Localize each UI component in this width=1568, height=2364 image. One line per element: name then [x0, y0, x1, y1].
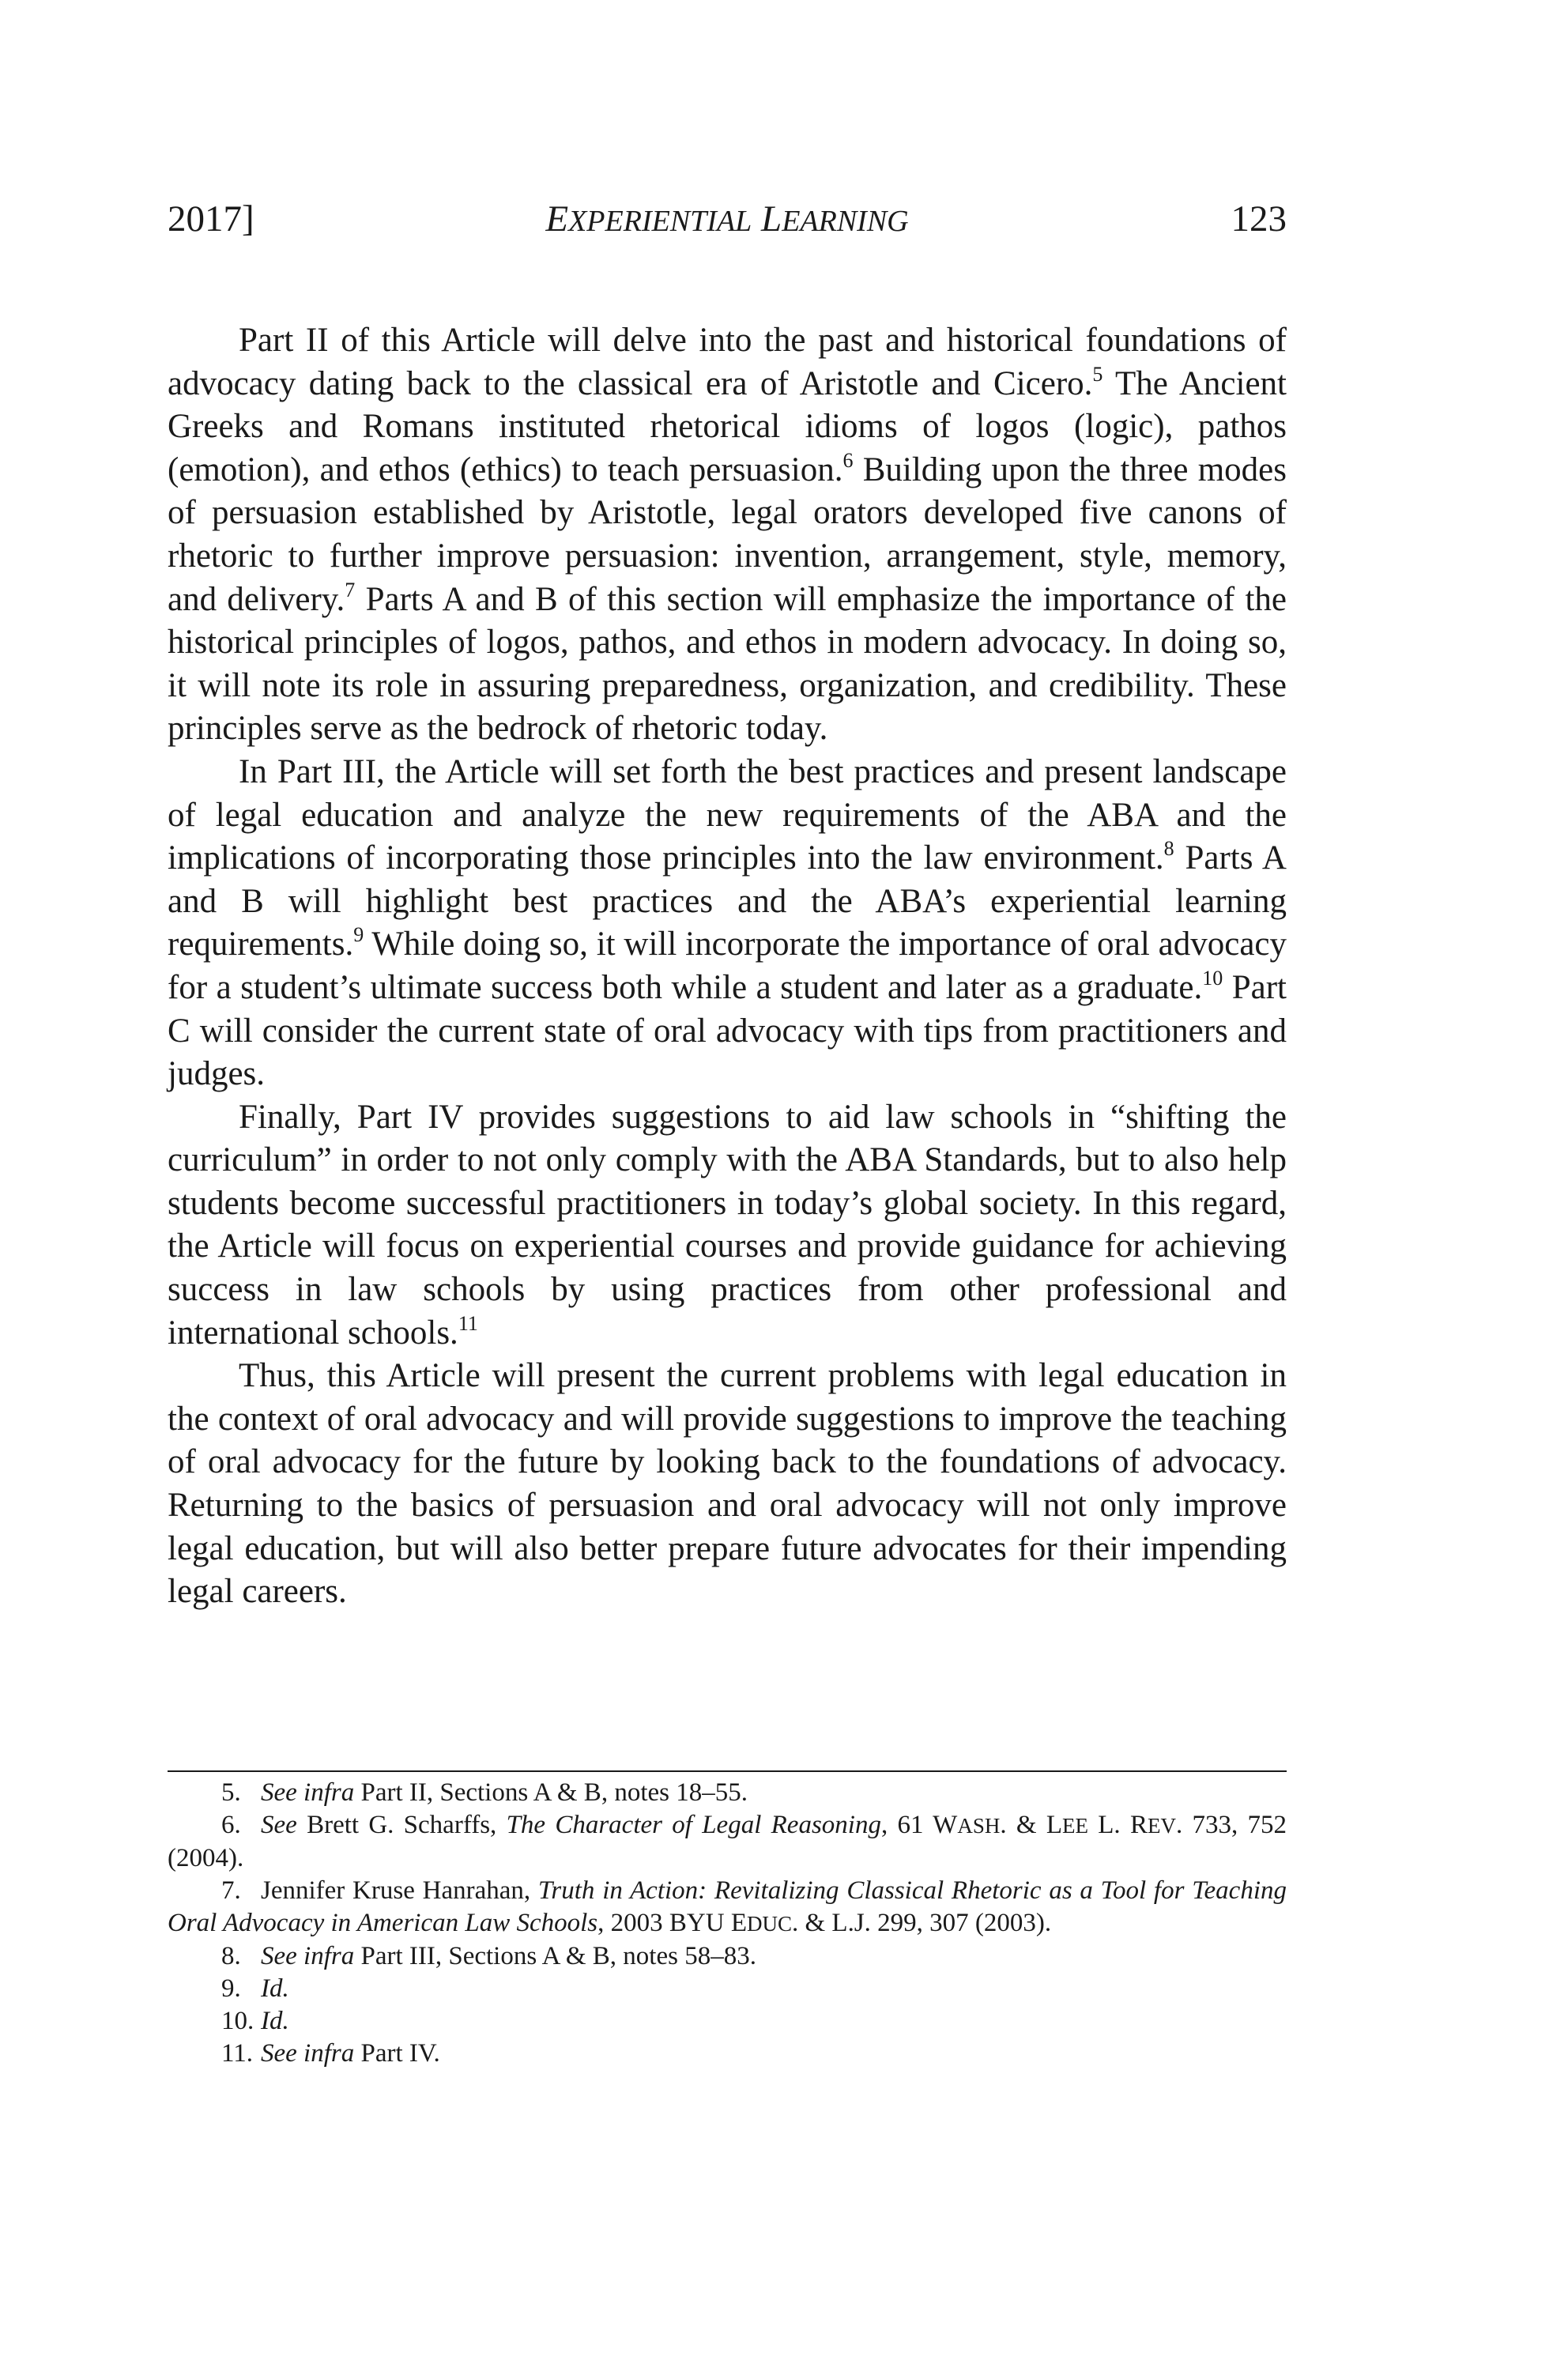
footnote-ref-6[interactable]: 6 [842, 448, 854, 472]
footnote-ref-8[interactable]: 8 [1163, 837, 1174, 861]
footnote-7: 7. Jennifer Kruse Hanrahan, Truth in Action: Revitalizing Classical Rhetoric as a Tool for Teaching Oral Advocacy in American Law Schools, 2003 BYU EDUC. & L.J. 299, 307 (2003). [168, 1876, 1287, 1937]
article-body [168, 319, 1287, 1614]
footnote-ref-7[interactable]: 7 [345, 578, 356, 601]
paragraph-part-four: Finally, Part IV provides suggestions to aid law schools in “shifting the curriculum” in order to not only comply with the ABA Standards, but to also help students become successful practitioners in today’s global society. In this regard, the Article will focus on experiential courses and provide guidance for achieving success in law schools by using practices from other professional and international schools.$^{11}$ [168, 1098, 1287, 1352]
footnote-6: 6. See Brett G. Scharffs, The Character of Legal Reasoning, 61 WASH. & LEE L. REV. 733, 752 (2004). [168, 1811, 1287, 1872]
paragraph-part-three: In Part III, the Article will set forth the best practices and present landscape of legal education and analyze the new requirements of the ABA and the implications of incorporating those principles into the law environment.$^8$ Parts A and B will highlight best practices and the ABA’s experiential learning requirements.$^9$ While doing so, it will incorporate the importance of oral advocacy for a student’s ultimate success both while a student and later as a graduate.$^{10}$ Part C will consider the current state of oral advocacy with tips from practitioners and judges. [168, 752, 1287, 1093]
footnote-5: 5. See infra Part II, Sections A & B, notes 18–55. [221, 1778, 748, 1807]
volume-year: 2017] [168, 198, 254, 239]
footnote-ref-5[interactable]: 5 [1092, 362, 1103, 386]
footnote-ref-11[interactable]: 11 [458, 1311, 478, 1335]
paragraph-conclusion: Thus, this Article will present the current problems with legal education in the context of oral advocacy and will provide suggestions to improve the teaching of oral advocacy for the future by looking back to the foundations of advocacy. Returning to the basics of persuasion and oral advocacy will not only improve legal education, but will also better prepare future advocates for their impending legal careers. [168, 1357, 1287, 1611]
footnote-divider [168, 1770, 1287, 1772]
footnote-11: 11. See infra Part IV. [221, 2039, 440, 2068]
page-number: 123 [1231, 198, 1287, 239]
footnote-ref-9[interactable]: 9 [353, 923, 364, 947]
footnote-10: 10. Id. [221, 2007, 289, 2035]
running-head [168, 198, 1287, 245]
footnote-ref-10[interactable]: 10 [1202, 966, 1223, 990]
footnote-8: 8. See infra Part III, Sections A & B, notes 58–83. [221, 1942, 756, 1970]
footnotes [168, 1777, 1287, 2070]
paragraph-part-two: Part II of this Article will delve into the past and historical foundations of advocacy dating back to the classical era of Aristotle and Cicero.$^5$ The Ancient Greeks and Romans instituted rhetorical idioms of logos (logic), pathos (emotion), and ethos (ethics) to teach persuasion.$^6$ Building upon the three modes of persuasion established by Aristotle, legal orators developed five canons of rhetoric to further improve persuasion: invention, arrangement, style, memory, and delivery.$^7$ Parts A and B of this section will emphasize the importance of the historical principles of logos, pathos, and ethos in modern advocacy. In doing so, it will note its role in assuring preparedness, organization, and credibility. These principles serve as the bedrock of rhetoric today. [168, 322, 1287, 748]
footnote-9: 9. Id. [221, 1974, 289, 2003]
running-title: EXPERIENTIAL LEARNING [545, 198, 909, 239]
